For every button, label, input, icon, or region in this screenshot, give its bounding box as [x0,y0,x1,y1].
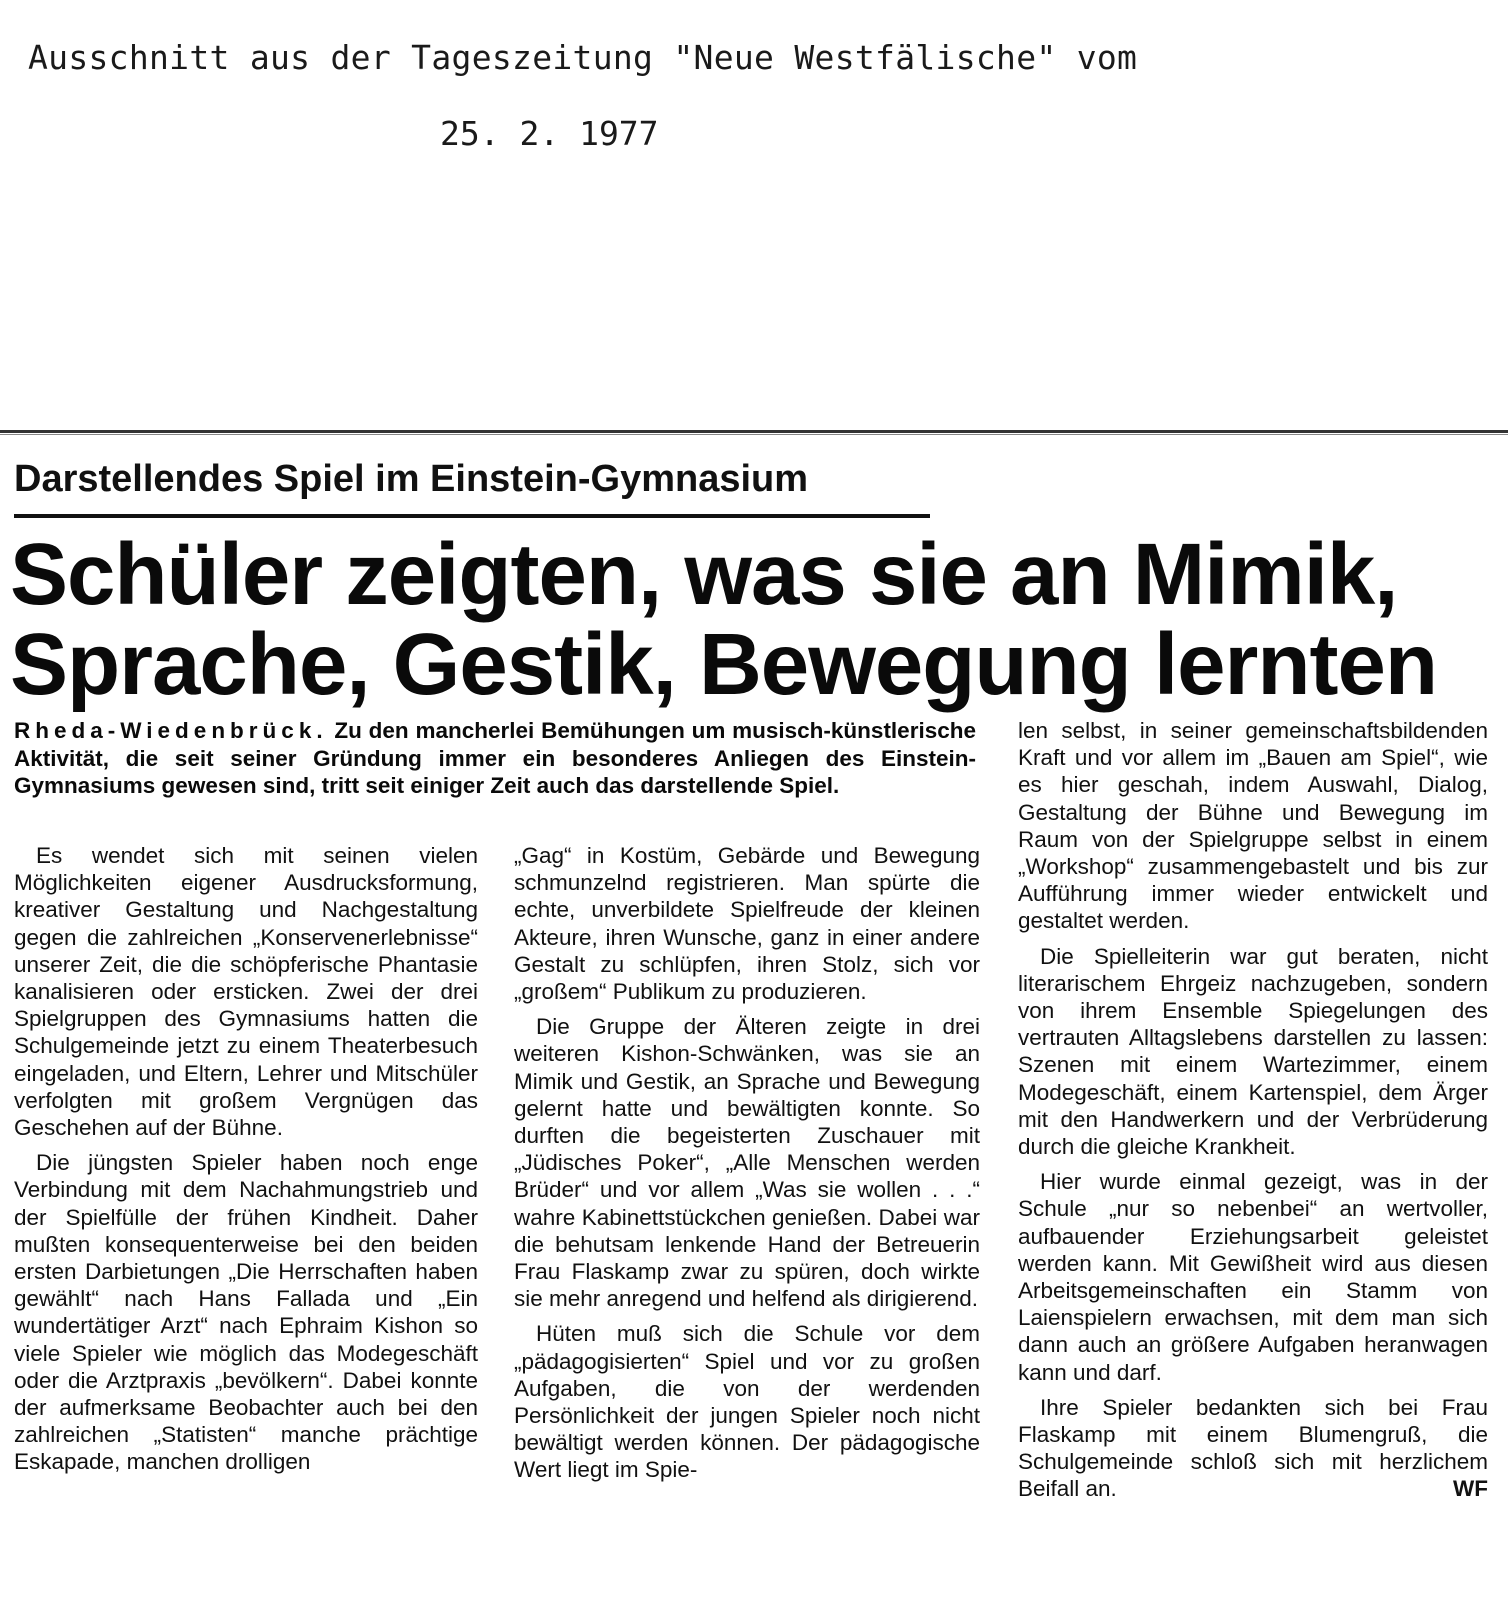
paragraph: len selbst, in seiner gemeinschaftsbildenden Kraft und vor allem im „Bauen am Spiel“, wie es hier geschah, indem Auswahl, Dialog, Gestaltung der Bühne und Bewegung im Raum von der Spielgruppe selbst in einem „Workshop“ zusammengebastelt und bis zur Aufführung immer wieder entwickelt und gestaltet werden. [1018,718,1488,934]
article-column-2 [514,842,980,1484]
paragraph: Hüten muß sich die Schule vor dem „pädagogisierten“ Spiel und vor zu großen Aufgaben, die von der werdenden Persönlichkeit der jungen Spieler noch nicht bewältigt werden können. Der pädagogische Wert liegt im Spie- [514,1321,980,1483]
author-byline: WF [1453,1476,1488,1502]
paragraph: Es wendet sich mit seinen vielen Möglichkeiten eigener Ausdrucksformung, kreativer Gestaltung und Nachgestaltung gegen die zahlreichen „Konservenerlebnisse“ unserer Zeit, die die schöpferische Phantasie kanalisieren oder ersticken. Zwei der drei Spielgruppen des Gymnasiums hatten die Schulgemeinde jetzt zu einem Theaterbesuch eingeladen, und Eltern, Lehrer und Mitschüler verfolgten mit großem Vergnügen das Geschehen auf der Bühne. [14,843,478,1141]
paragraph-text: Ihre Spieler bedankten sich bei Frau Flaskamp mit einem Blumengruß, die Schulgemeinde schloß sich mit herzlichem Beifall an. [1018,1394,1488,1502]
article-column-3 [1018,717,1488,1503]
paragraph: Die Gruppe der Älteren zeigte in drei weiteren Kishon-Schwänken, was sie an Mimik und Gestik, an Sprache und Bewegung gelernt hatte und bewältigten konnte. So durften die begeisterten Zuschauer mit „Jüdisches Poker“, „Alle Menschen werden Brüder“ und vor allem „Was sie wollen . . .“ wahre Kabinettstückchen genießen. Dabei war die behutsam lenkende Hand der Betreuerin Frau Flaskamp zwar zu spüren, doch wirkte sie mehr anregend und helfend als dirigierend. [514,1014,980,1312]
kicker-underline [14,514,930,518]
headline-line-1: Schüler zeigten, was sie an Mimik, [10,526,1398,623]
paragraph: Die Spielleiterin war gut beraten, nicht literarischem Ehrgeiz nachzugeben, sondern von ihrem Ensemble Spiegelungen des vertrauten Alltagslebens darstellen zu lassen: Szenen mit einem Wartezimmer, einem Modegeschäft, einem Kartenspiel, dem Ärger mit den Handwerkern und der Verbrüderung durch die gleiche Krankheit. [1018,943,1488,1160]
article-kicker: Darstellendes Spiel im Einstein-Gymnasium [14,458,809,500]
article-column-1 [14,842,478,1476]
paragraph: Die jüngsten Spieler haben noch enge Verbindung mit dem Nachahmungstrieb und der Spielfülle der frühen Kindheit. Daher mußten konsequenterweise bei den beiden ersten Darbietungen „Die Herrschaften haben gewählt“ nach Hans Fallada und „Ein wundertätiger Arzt“ nach Ephraim Kishon so viele Spieler wie möglich das Modegeschäft oder die Arztpraxis „bevölkern“. Dabei konnte der aufmerksame Beobachter auch bei den zahlreichen „Statisten“ manche prächtige Eskapade, manchen drolligen [14,1150,478,1475]
closing-paragraph [1018,1394,1488,1503]
clipping-cut-edge [0,430,1508,433]
paragraph: „Gag“ in Kostüm, Gebärde und Bewegung schmunzelnd registrieren. Man spürte die echte, unverbildete Spielfreude der kleinen Akteure, ihren Wunsche, ganz in einer andere Gestalt zu schlüpfen, ihren Stolz, sich vor „großem“ Publikum zu produzieren. [514,843,980,1005]
clipping-date: 25. 2. 1977 [440,114,659,153]
lead-text: Zu den mancherlei Bemühungen um musisch-künstlerische Aktivität, die seit seiner Gründung immer ein besonderes Anliegen des Einstein-Gymnasiums gewesen sind, tritt seit einiger Zeit auch das darstellende Spiel. [14,718,976,798]
clipping-source-note: Ausschnitt aus der Tageszeitung "Neue Westfälische" vom [28,38,1138,77]
headline-line-2: Sprache, Gestik, Bewegung lernten [10,616,1438,713]
dateline-place: Rheda-Wiedenbrück. [14,718,328,743]
article-lead [14,717,976,800]
paragraph: Hier wurde einmal gezeigt, was in der Schule „nur so nebenbei“ an wertvoller, aufbauender Erziehungsarbeit geleistet werden kann. Mit Gewißheit wird aus diesen Arbeitsgemeinschaften ein Stamm von Laienspielern erwachsen, mit dem man sich dann auch an größere Aufgaben heranwagen kann und darf. [1018,1169,1488,1385]
